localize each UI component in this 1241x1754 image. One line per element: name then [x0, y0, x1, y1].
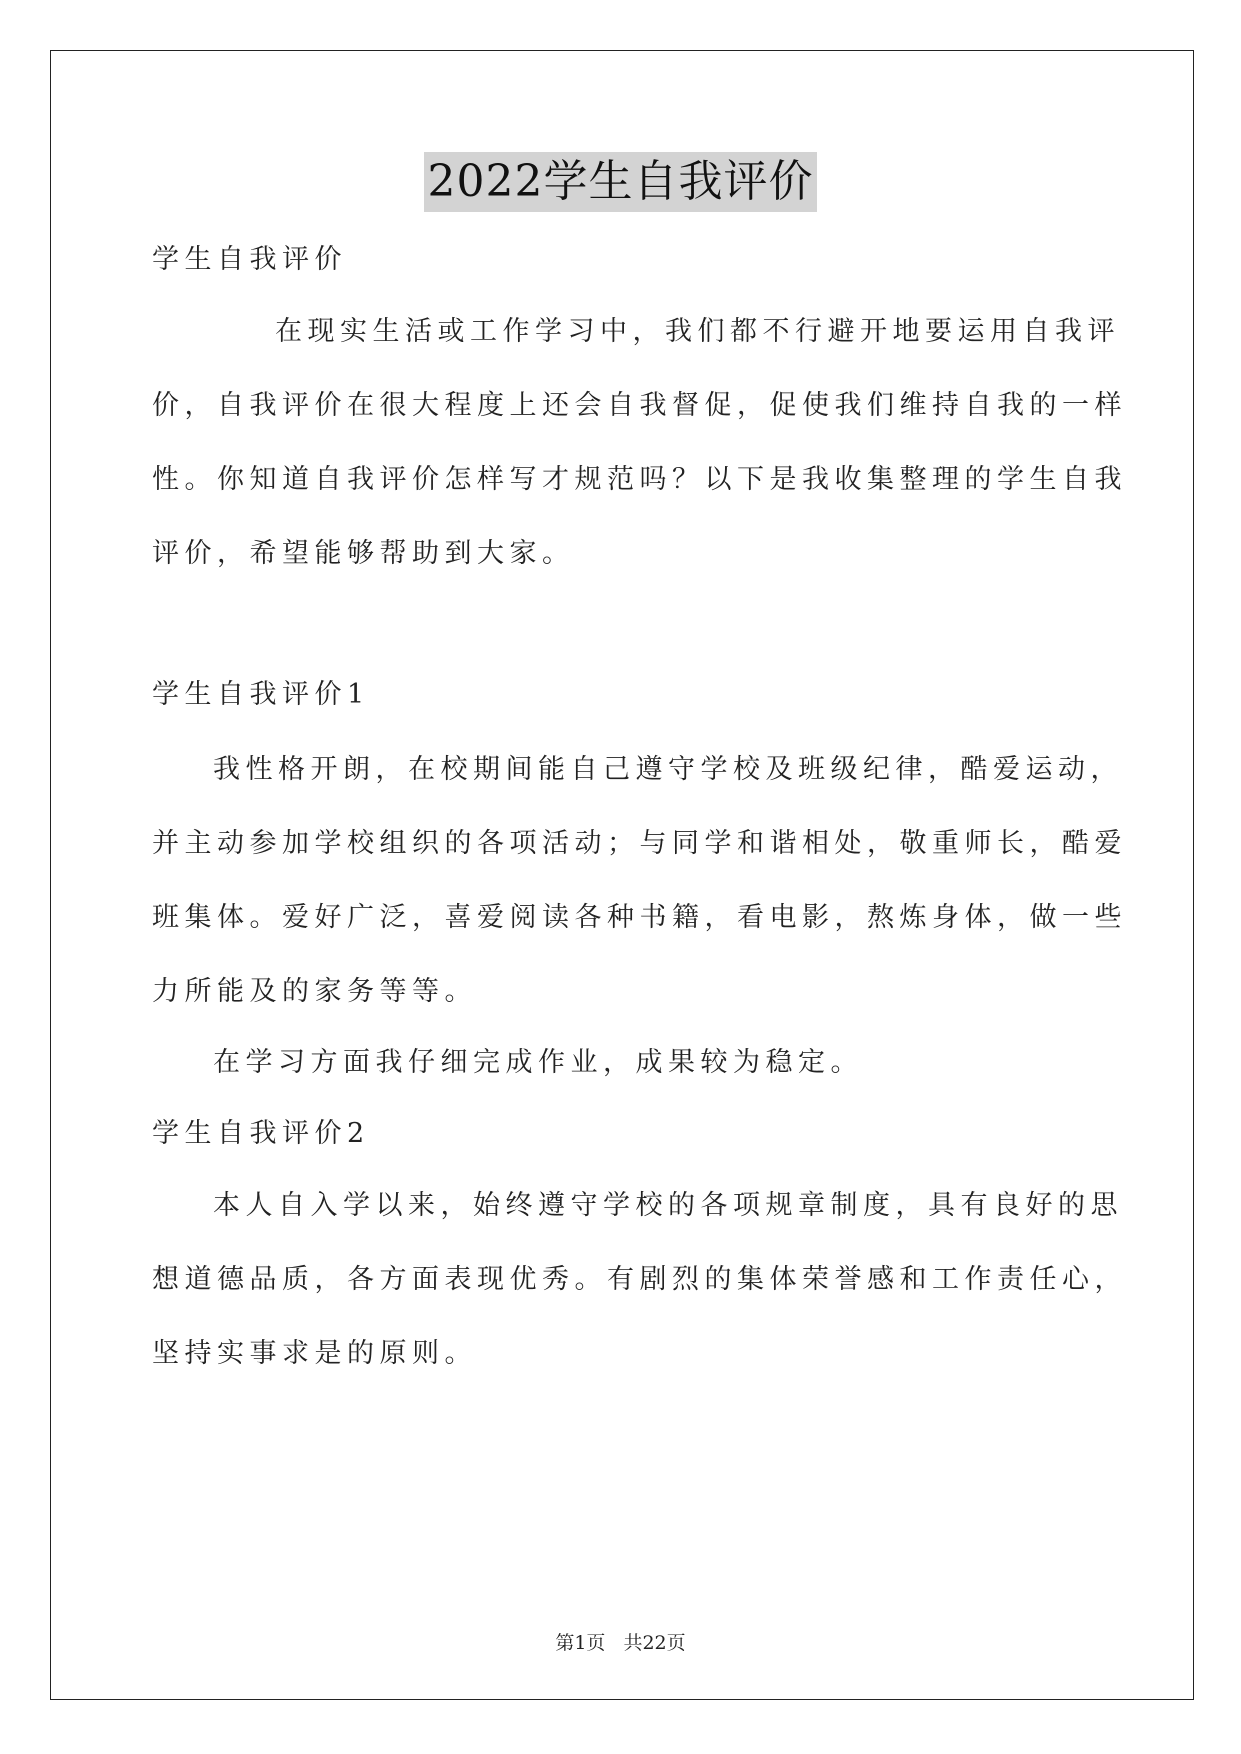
section-heading: 学生自我评价2 [152, 1118, 370, 1149]
paragraph-line: 我性格开朗，在校期间能自己遵守学校及班级纪律，酷爱运动， [213, 754, 1123, 785]
paragraph-line: 价，自我评价在很大程度上还会自我督促，促使我们维持自我的一样 [152, 390, 1127, 421]
page-number: 第1页 [555, 1632, 606, 1654]
page-footer [0, 1628, 1241, 1655]
paragraph-line: 想道德品质，各方面表现优秀。有剧烈的集体荣誉感和工作责任心， [152, 1264, 1127, 1295]
paragraph-line: 力所能及的家务等等。 [152, 976, 477, 1007]
paragraph-line: 班集体。爱好广泛，喜爱阅读各种书籍，看电影，熬炼身体，做一些 [152, 902, 1127, 933]
paragraph-line: 本人自入学以来，始终遵守学校的各项规章制度，具有良好的思 [213, 1190, 1123, 1221]
section-heading: 学生自我评价 [152, 244, 347, 275]
paragraph-line: 并主动参加学校组织的各项活动；与同学和谐相处，敬重师长，酷爱 [152, 828, 1127, 859]
paragraph-line: 坚持实事求是的原则。 [152, 1338, 477, 1369]
section-heading: 学生自我评价1 [152, 679, 370, 710]
page-border [50, 50, 1194, 1700]
paragraph-line: 评价，希望能够帮助到大家。 [152, 538, 575, 569]
page-total: 共22页 [623, 1632, 686, 1654]
paragraph-line: 在现实生活或工作学习中，我们都不行避开地要运用自我评 [275, 316, 1120, 347]
title-wrap [0, 152, 1241, 212]
document-title: 2022学生自我评价 [424, 152, 818, 212]
paragraph-line: 在学习方面我仔细完成作业，成果较为稳定。 [213, 1047, 863, 1078]
paragraph-line: 性。你知道自我评价怎样写才规范吗？以下是我收集整理的学生自我 [152, 464, 1127, 495]
